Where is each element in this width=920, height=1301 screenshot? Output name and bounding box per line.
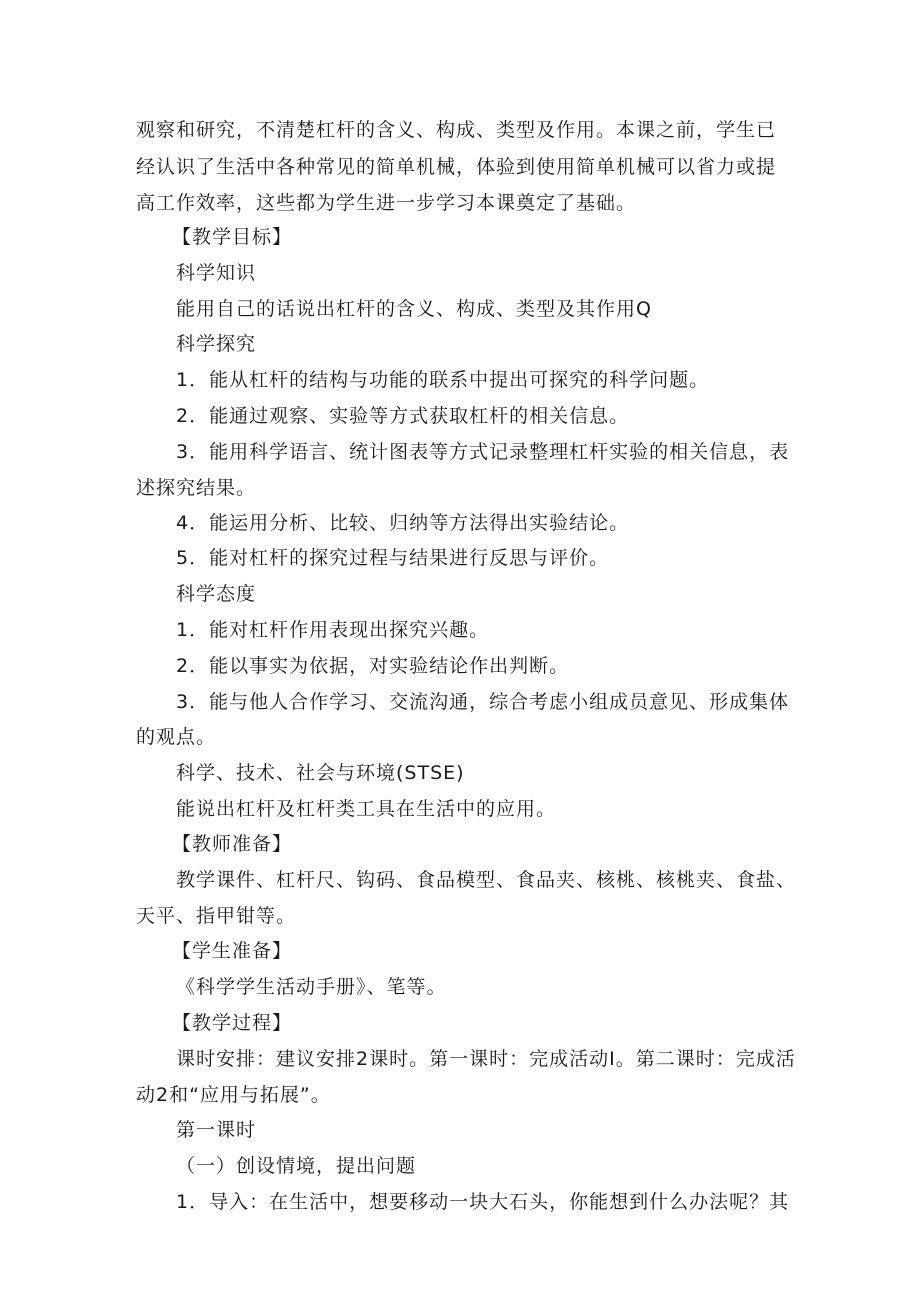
list-item: 3．能用科学语言、统计图表等方式记录整理杠杆实验的相关信息，表 (176, 441, 790, 463)
subheading: （一）创设情境，提出问题 (176, 1155, 417, 1177)
text-line: 述探究结果。 (136, 477, 257, 499)
list-item: 3．能与他人合作学习、交流沟通，综合考虑小组成员意见、形成集体 (176, 691, 790, 713)
subheading: 科学态度 (176, 583, 257, 605)
text-line: 观察和研究，不清楚杠杆的含义、构成、类型及作用。本课之前，学生已 (136, 119, 777, 141)
text-line: 教学课件、杠杆尺、钩码、食品模型、食品夹、核桃、核桃夹、食盐、 (176, 869, 797, 891)
text-line: 经认识了生活中各种常见的简单机械，体验到使用简单机械可以省力或提 (136, 156, 777, 178)
list-item: 1．能对杠杆作用表现出探究兴趣。 (176, 619, 490, 641)
text-line: 的观点。 (136, 726, 217, 748)
subheading: 科学知识 (176, 262, 257, 284)
list-item: 2．能以事实为依据，对实验结论作出判断。 (176, 655, 570, 677)
text-line: 高工作效率，这些都为学生进一步学习本课奠定了基础。 (136, 192, 637, 214)
section-heading: 【教学目标】 (172, 226, 293, 248)
section-heading: 【学生准备】 (172, 940, 293, 962)
list-item: 2．能通过观察、实验等方式获取杠杆的相关信息。 (176, 405, 630, 427)
text-line: 能说出杠杆及杠杆类工具在生活中的应用。 (176, 798, 557, 820)
list-item: 1．导入：在生活中，想要移动一块大石头，你能想到什么办法呢？其 (176, 1191, 790, 1213)
list-item: 1．能从杠杆的结构与功能的联系中提出可探究的科学问题。 (176, 369, 710, 391)
section-heading: 【教师准备】 (172, 833, 293, 855)
text-line: 动2和“应用与拓展”。 (136, 1084, 331, 1106)
text-line: 《科学学生活动手册》、笔等。 (176, 976, 447, 998)
list-item: 5．能对杠杆的探究过程与结果进行反思与评价。 (176, 547, 610, 569)
subheading: 科学探究 (176, 333, 257, 355)
subheading: 第一课时 (176, 1119, 257, 1141)
text-line: 天平、指甲钳等。 (136, 905, 297, 927)
text-line: 能用自己的话说出杠杆的含义、构成、类型及其作用Q (176, 298, 652, 320)
section-heading: 【教学过程】 (172, 1012, 293, 1034)
subheading: 科学、技术、社会与环境(STSE) (176, 762, 465, 784)
text-line: 课时安排：建议安排2课时。第一课时：完成活动I。第二课时：完成活 (176, 1048, 796, 1070)
list-item: 4．能运用分析、比较、归纳等方法得出实验结论。 (176, 512, 630, 534)
